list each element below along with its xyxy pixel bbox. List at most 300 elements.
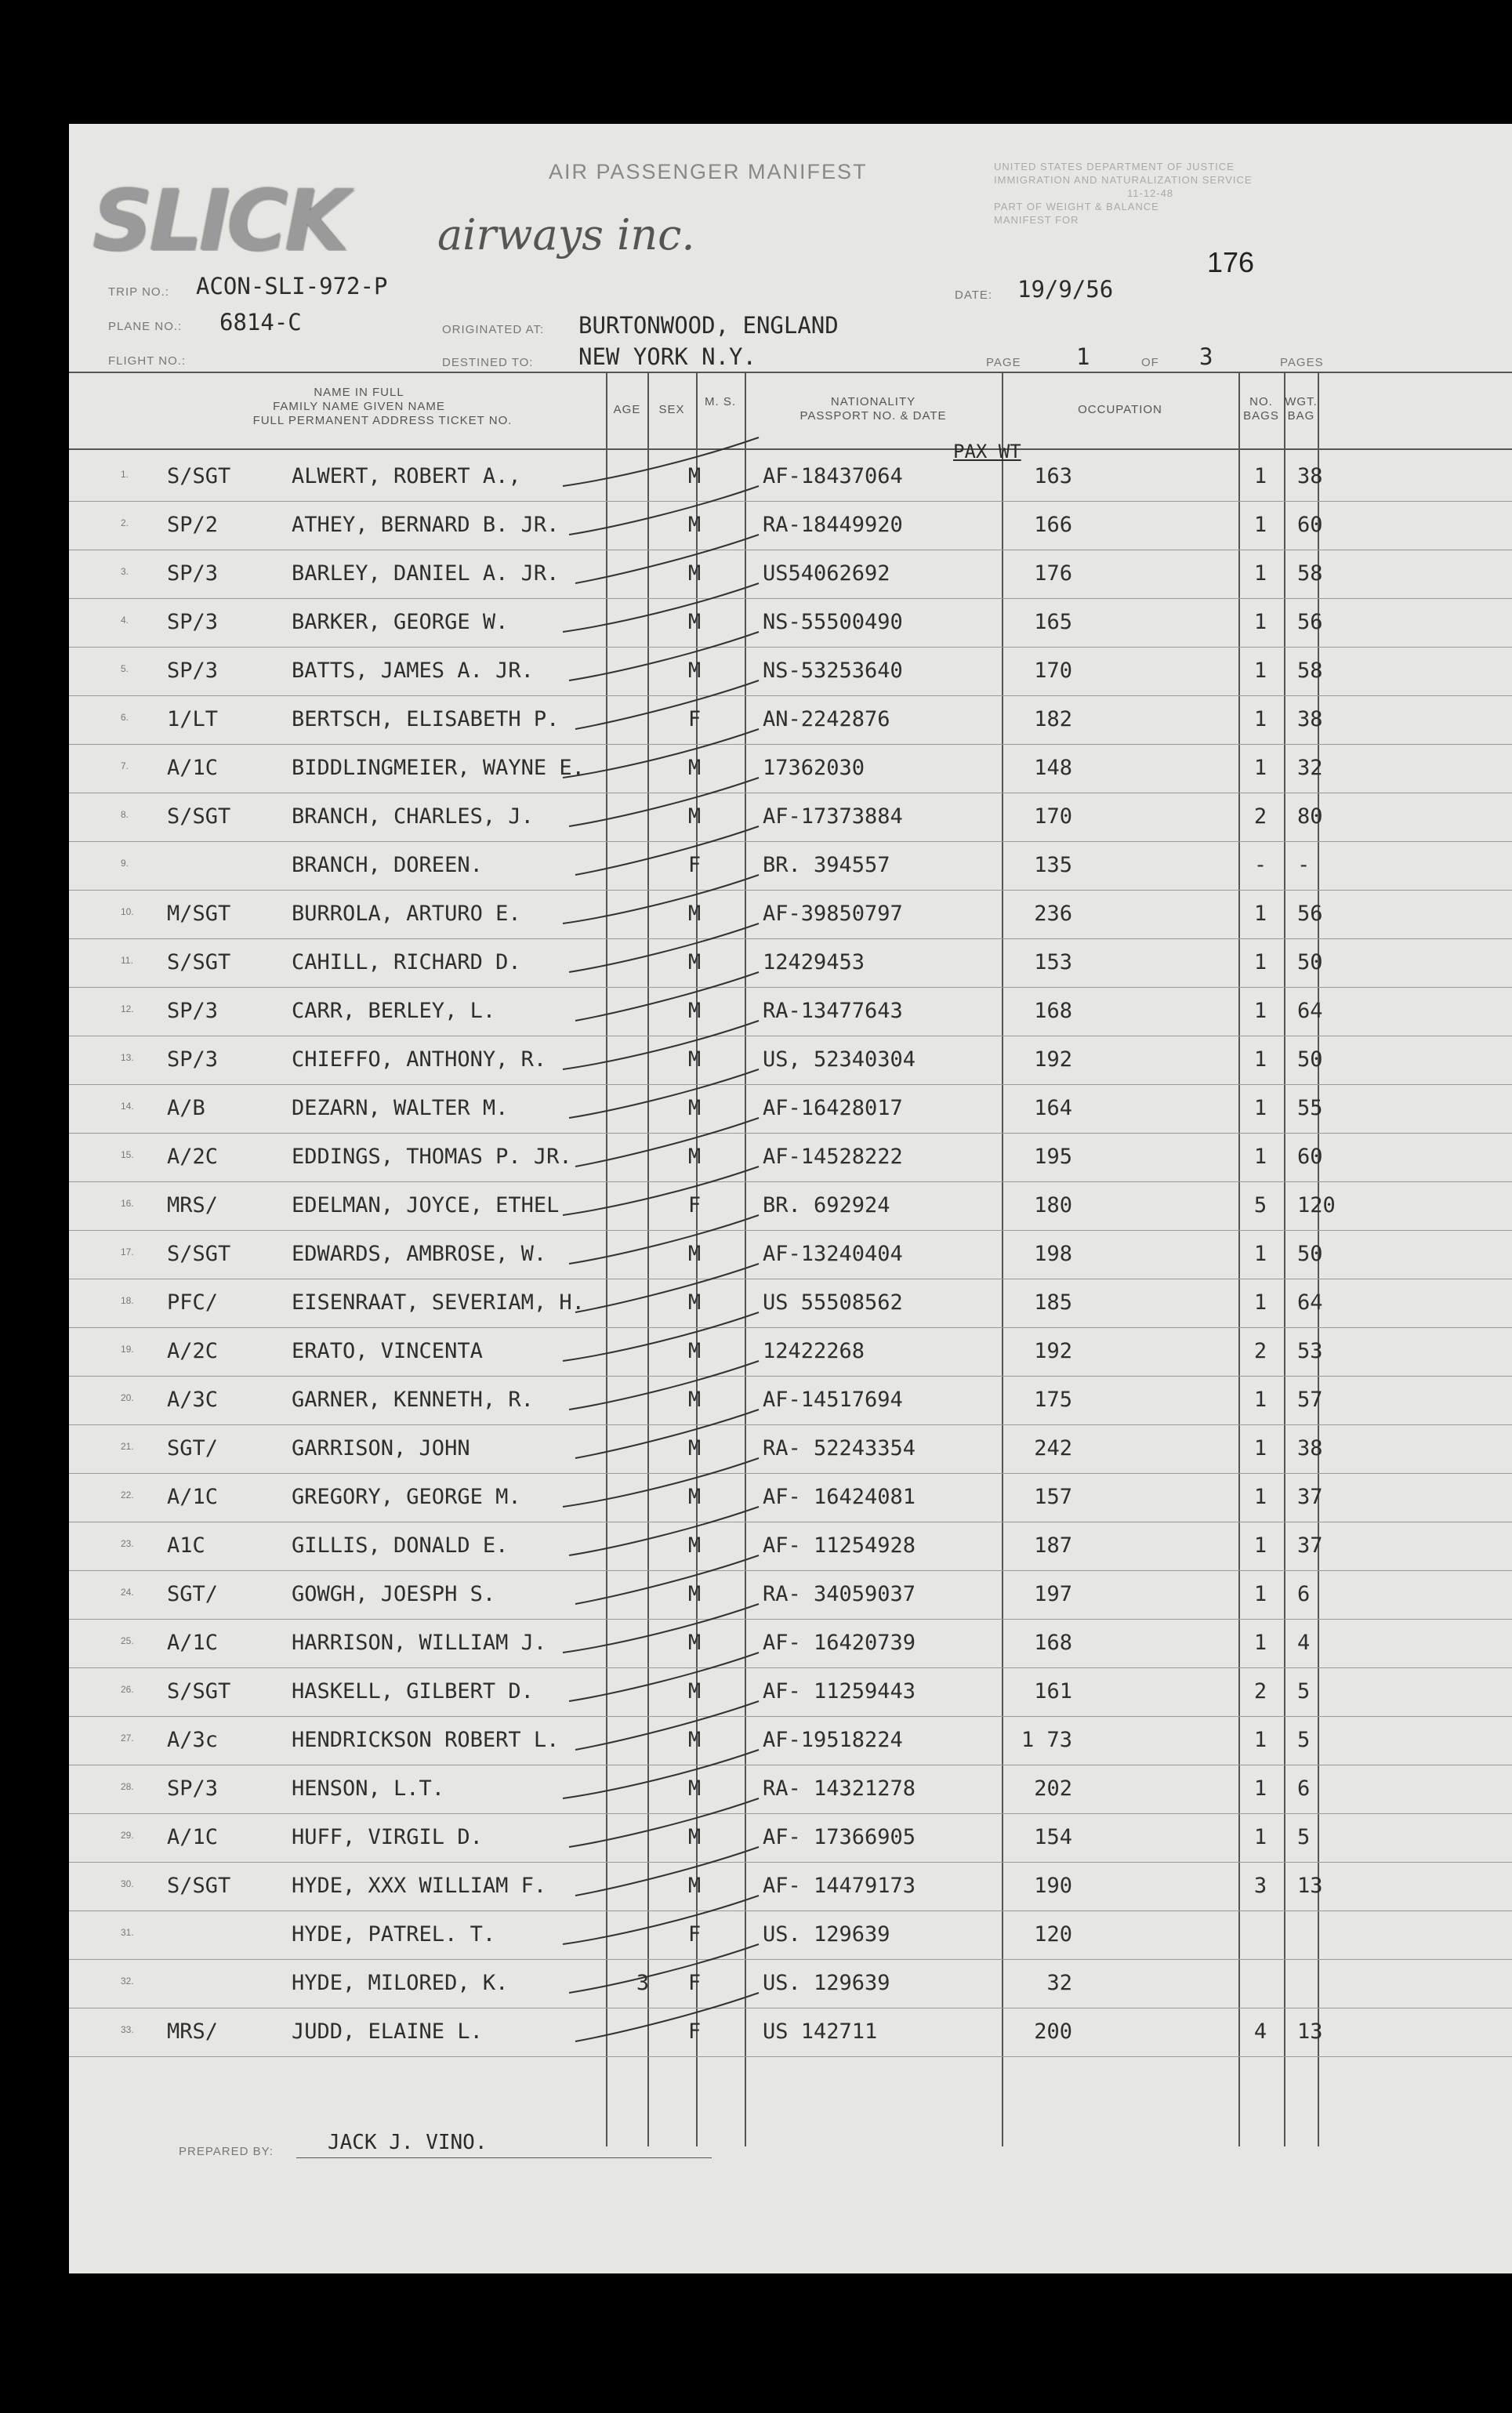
sex: M xyxy=(687,561,702,586)
rank: SGT/ xyxy=(167,1582,219,1606)
passport-number: AF- 11254928 xyxy=(763,1533,916,1558)
bag-weight: 50 xyxy=(1297,1047,1323,1072)
age: 3 xyxy=(636,1971,650,1995)
bag-count: 1 xyxy=(1253,1096,1267,1120)
passenger-weight: 168 xyxy=(1034,999,1072,1023)
row-number: 13. xyxy=(121,1052,134,1063)
passenger-name: CAHILL, RICHARD D. xyxy=(292,950,521,974)
passenger-weight: 170 xyxy=(1034,659,1072,683)
of-label: OF xyxy=(1141,356,1159,369)
sex: M xyxy=(687,1582,702,1606)
passenger-weight: 187 xyxy=(1034,1533,1072,1558)
rank: MRS/ xyxy=(167,2019,219,2044)
bag-weight: 13 xyxy=(1297,2019,1323,2044)
row-number: 15. xyxy=(121,1149,134,1160)
rank: A/B xyxy=(167,1096,205,1120)
passenger-weight: 195 xyxy=(1034,1145,1072,1169)
passenger-name: GOWGH, JOESPH S. xyxy=(292,1582,496,1606)
passenger-weight: 170 xyxy=(1034,804,1072,829)
passenger-name: HYDE, XXX WILLIAM F. xyxy=(292,1874,547,1898)
rank: S/SGT xyxy=(167,804,231,829)
bag-weight: - xyxy=(1297,853,1311,877)
passenger-weight: 180 xyxy=(1034,1193,1072,1217)
sex: F xyxy=(687,2019,702,2044)
passport-number: AF-13240404 xyxy=(763,1242,903,1266)
bag-count: 3 xyxy=(1253,1874,1267,1898)
check-stroke xyxy=(575,1410,759,1458)
passport-number: US, 52340304 xyxy=(763,1047,916,1072)
passenger-name: DEZARN, WALTER M. xyxy=(292,1096,509,1120)
sex: M xyxy=(687,1388,702,1412)
passport-number: AF- 16420739 xyxy=(763,1631,916,1655)
originated-label: ORIGINATED AT: xyxy=(442,323,545,336)
trip-value: ACON-SLI-972-P xyxy=(196,273,388,299)
row-number: 1. xyxy=(121,469,129,480)
passenger-name: BRANCH, CHARLES, J. xyxy=(292,804,534,829)
bag-count: 1 xyxy=(1253,1047,1267,1072)
passenger-weight: 120 xyxy=(1034,1922,1072,1947)
check-stroke xyxy=(569,1798,759,1847)
bag-weight: 38 xyxy=(1297,1436,1323,1460)
passport-number: RA-13477643 xyxy=(763,999,903,1023)
rank: SP/3 xyxy=(167,1047,219,1072)
rank: A/3c xyxy=(167,1728,219,1752)
row-number: 17. xyxy=(121,1246,134,1257)
row-number: 4. xyxy=(121,615,129,626)
passport-number: RA- 52243354 xyxy=(763,1436,916,1460)
sex: M xyxy=(687,513,702,537)
passenger-name: GARNER, KENNETH, R. xyxy=(292,1388,534,1412)
row-number: 21. xyxy=(121,1441,134,1452)
check-stroke xyxy=(575,1555,759,1604)
passenger-weight: 148 xyxy=(1034,756,1072,780)
bag-weight: 5 xyxy=(1297,1825,1311,1849)
bag-count: 1 xyxy=(1253,610,1267,634)
bag-count: 1 xyxy=(1253,1582,1267,1606)
bag-weight: 53 xyxy=(1297,1339,1323,1363)
check-stroke xyxy=(569,1944,759,1993)
airline-script: airways inc. xyxy=(437,210,695,259)
row-number: 25. xyxy=(121,1635,134,1646)
sex: M xyxy=(687,902,702,926)
passport-number: AF-14517694 xyxy=(763,1388,903,1412)
page-value: 1 xyxy=(1076,343,1090,370)
of-value: 3 xyxy=(1199,343,1213,370)
sex: F xyxy=(687,1922,702,1947)
bag-weight: 80 xyxy=(1297,804,1323,829)
rank: SP/2 xyxy=(167,513,219,537)
rank: SP/3 xyxy=(167,999,219,1023)
row-number: 22. xyxy=(121,1490,134,1500)
row-number: 18. xyxy=(121,1295,134,1306)
bag-count: 1 xyxy=(1253,1388,1267,1412)
check-stroke xyxy=(569,778,759,826)
gov-block: UNITED STATES DEPARTMENT OF JUSTICE IMMIGRATION AND NATURALIZATION SERVICE 11-12-48 PART OF WEIGHT & BALANCE MANIFEST FOR xyxy=(994,161,1253,226)
bag-count: 1 xyxy=(1253,1533,1267,1558)
rank: SP/3 xyxy=(167,1776,219,1801)
check-stroke xyxy=(563,1750,759,1798)
rank: MRS/ xyxy=(167,1193,219,1217)
passport-number: AF- 16424081 xyxy=(763,1485,916,1509)
check-stroke xyxy=(575,1118,759,1167)
pages-label: PAGES xyxy=(1280,356,1324,369)
bag-weight: 13 xyxy=(1297,1874,1323,1898)
trip-label: TRIP NO.: xyxy=(108,285,169,299)
bag-weight: 6 xyxy=(1297,1776,1311,1801)
passenger-weight: 164 xyxy=(1034,1096,1072,1120)
check-stroke xyxy=(575,972,759,1021)
check-stroke xyxy=(563,875,759,923)
destined-value: NEW YORK N.Y. xyxy=(578,343,756,370)
check-stroke xyxy=(575,535,759,583)
bag-count: 1 xyxy=(1253,513,1267,537)
passenger-weight: 198 xyxy=(1034,1242,1072,1266)
passport-number: US54062692 xyxy=(763,561,890,586)
passport-number: US 55508562 xyxy=(763,1290,903,1315)
passenger-name: ATHEY, BERNARD B. JR. xyxy=(292,513,560,537)
passenger-weight: 242 xyxy=(1034,1436,1072,1460)
sex: M xyxy=(687,1728,702,1752)
check-stroke xyxy=(563,1021,759,1069)
passenger-weight: 182 xyxy=(1034,707,1072,731)
passport-number: US. 129639 xyxy=(763,1922,890,1947)
check-stroke xyxy=(569,1069,759,1118)
row-number: 32. xyxy=(121,1976,134,1987)
bag-count: 1 xyxy=(1253,1728,1267,1752)
bag-weight: 60 xyxy=(1297,1145,1323,1169)
check-stroke xyxy=(569,923,759,972)
bag-weight: 60 xyxy=(1297,513,1323,537)
passport-number: RA-18449920 xyxy=(763,513,903,537)
passenger-name: CHIEFFO, ANTHONY, R. xyxy=(292,1047,547,1072)
passenger-weight: 157 xyxy=(1034,1485,1072,1509)
form-title: AIR PASSENGER MANIFEST xyxy=(549,160,868,183)
bag-count: 2 xyxy=(1253,804,1267,829)
rank: S/SGT xyxy=(167,950,231,974)
passenger-weight: 166 xyxy=(1034,513,1072,537)
bag-weight: 56 xyxy=(1297,610,1323,634)
bag-weight: 37 xyxy=(1297,1533,1323,1558)
row-number: 14. xyxy=(121,1101,134,1112)
passport-number: RA- 34059037 xyxy=(763,1582,916,1606)
passenger-weight: 154 xyxy=(1034,1825,1072,1849)
bag-count: 1 xyxy=(1253,464,1267,488)
row-number: 8. xyxy=(121,809,129,820)
passenger-name: EDWARDS, AMBROSE, W. xyxy=(292,1242,547,1266)
passenger-weight: 176 xyxy=(1034,561,1072,586)
check-stroke xyxy=(563,1896,759,1944)
bag-count: 1 xyxy=(1253,999,1267,1023)
passenger-name: ERATO, VINCENTA xyxy=(292,1339,483,1363)
passenger-name: HASKELL, GILBERT D. xyxy=(292,1679,534,1704)
passenger-weight: 202 xyxy=(1034,1776,1072,1801)
rank: A/1C xyxy=(167,1485,219,1509)
sex: M xyxy=(687,1776,702,1801)
passenger-name: BERTSCH, ELISABETH P. xyxy=(292,707,560,731)
rank: S/SGT xyxy=(167,1242,231,1266)
passenger-weight: 192 xyxy=(1034,1047,1072,1072)
rank: PFC/ xyxy=(167,1290,219,1315)
check-stroke xyxy=(569,1215,759,1264)
bag-count: 1 xyxy=(1253,1776,1267,1801)
check-stroke xyxy=(575,1993,759,2041)
passenger-name: ALWERT, ROBERT A., xyxy=(292,464,521,488)
check-stroke xyxy=(569,1361,759,1410)
bag-weight: 120 xyxy=(1297,1193,1336,1217)
passenger-name: BARKER, GEORGE W. xyxy=(292,610,509,634)
bag-count: 5 xyxy=(1253,1193,1267,1217)
sex: M xyxy=(687,1533,702,1558)
passenger-name: BURROLA, ARTURO E. xyxy=(292,902,521,926)
stamp-number: 176 xyxy=(1207,246,1255,278)
bag-count: 1 xyxy=(1253,1825,1267,1849)
bag-weight: 56 xyxy=(1297,902,1323,926)
passenger-name: GREGORY, GEORGE M. xyxy=(292,1485,521,1509)
row-number: 10. xyxy=(121,906,134,917)
sex: M xyxy=(687,804,702,829)
passport-number: RA- 14321278 xyxy=(763,1776,916,1801)
bag-count: 1 xyxy=(1253,659,1267,683)
passport-number: BR. 692924 xyxy=(763,1193,890,1217)
passenger-name: HENDRICKSON ROBERT L. xyxy=(292,1728,560,1752)
passenger-name: HUFF, VIRGIL D. xyxy=(292,1825,483,1849)
handwritten-check-marks xyxy=(69,124,1512,2273)
bag-count: 4 xyxy=(1253,2019,1267,2044)
bag-weight: 4 xyxy=(1297,1631,1311,1655)
rank: A/2C xyxy=(167,1339,219,1363)
passenger-name: EISENRAAT, SEVERIAM, H. xyxy=(292,1290,585,1315)
row-number: 5. xyxy=(121,663,129,674)
passenger-weight: 185 xyxy=(1034,1290,1072,1315)
sex: M xyxy=(687,1339,702,1363)
sex: M xyxy=(687,1825,702,1849)
passport-number: AF- 17366905 xyxy=(763,1825,916,1849)
airline-logo: SLICK xyxy=(92,172,346,269)
bag-count: 1 xyxy=(1253,1436,1267,1460)
check-stroke xyxy=(563,729,759,778)
passport-number: AF- 11259443 xyxy=(763,1679,916,1704)
passenger-weight: 192 xyxy=(1034,1339,1072,1363)
passenger-weight: 168 xyxy=(1034,1631,1072,1655)
check-stroke xyxy=(575,680,759,729)
sex: M xyxy=(687,950,702,974)
passport-number: NS-55500490 xyxy=(763,610,903,634)
passenger-name: HARRISON, WILLIAM J. xyxy=(292,1631,547,1655)
bag-count: 1 xyxy=(1253,1485,1267,1509)
bag-weight: 55 xyxy=(1297,1096,1323,1120)
date-label: DATE: xyxy=(955,288,993,302)
bag-weight: 57 xyxy=(1297,1388,1323,1412)
bag-weight-column-header: WGT. BAG xyxy=(1285,395,1318,423)
row-number: 33. xyxy=(121,2024,134,2035)
bag-weight: 50 xyxy=(1297,950,1323,974)
row-number: 16. xyxy=(121,1198,134,1209)
date-value: 19/9/56 xyxy=(1017,276,1114,303)
passenger-weight: 200 xyxy=(1034,2019,1072,2044)
bag-count: 1 xyxy=(1253,1631,1267,1655)
prepared-by-label: PREPARED BY: xyxy=(179,2145,274,2158)
sex: M xyxy=(687,1874,702,1898)
rank: A1C xyxy=(167,1533,205,1558)
passenger-name: HYDE, PATREL. T. xyxy=(292,1922,496,1947)
rank: SGT/ xyxy=(167,1436,219,1460)
passenger-weight: 32 xyxy=(1046,1971,1072,1995)
passenger-name: BATTS, JAMES A. JR. xyxy=(292,659,534,683)
row-number: 28. xyxy=(121,1781,134,1792)
passenger-weight: 236 xyxy=(1034,902,1072,926)
check-stroke xyxy=(569,632,759,680)
ms-column-header: M. S. xyxy=(704,395,736,408)
check-stroke xyxy=(563,1312,759,1361)
passport-number: BR. 394557 xyxy=(763,853,890,877)
passenger-weight: 190 xyxy=(1034,1874,1072,1898)
passenger-name: JUDD, ELAINE L. xyxy=(292,2019,483,2044)
bag-weight: 64 xyxy=(1297,1290,1323,1315)
sex: F xyxy=(687,1971,702,1995)
sex: M xyxy=(687,1096,702,1120)
row-number: 3. xyxy=(121,566,129,577)
passenger-name: HENSON, L.T. xyxy=(292,1776,445,1801)
passenger-weight: 163 xyxy=(1034,464,1072,488)
bag-count: 1 xyxy=(1253,561,1267,586)
row-number: 12. xyxy=(121,1003,134,1014)
sex: F xyxy=(687,707,702,731)
sex: M xyxy=(687,1047,702,1072)
passenger-name: EDELMAN, JOYCE, ETHEL xyxy=(292,1193,560,1217)
passport-number: NS-53253640 xyxy=(763,659,903,683)
rank: S/SGT xyxy=(167,464,231,488)
bag-count: 1 xyxy=(1253,1242,1267,1266)
row-number: 29. xyxy=(121,1830,134,1841)
row-number: 23. xyxy=(121,1538,134,1549)
bag-weight: 5 xyxy=(1297,1679,1311,1704)
sex: M xyxy=(687,1436,702,1460)
rank: A/2C xyxy=(167,1145,219,1169)
occupation-column-header: OCCUPATION xyxy=(1078,403,1162,416)
sex: M xyxy=(687,659,702,683)
passenger-name: EDDINGS, THOMAS P. JR. xyxy=(292,1145,572,1169)
rank: A/1C xyxy=(167,1631,219,1655)
plane-value: 6814-C xyxy=(219,309,302,336)
passenger-name: HYDE, MILORED, K. xyxy=(292,1971,509,1995)
passport-number: 12429453 xyxy=(763,950,865,974)
bag-weight: 50 xyxy=(1297,1242,1323,1266)
sex: M xyxy=(687,1679,702,1704)
sex: M xyxy=(687,1631,702,1655)
passport-number: AF-19518224 xyxy=(763,1728,903,1752)
passport-number: US 142711 xyxy=(763,2019,878,2044)
check-stroke xyxy=(563,1604,759,1653)
passenger-name: BIDDLINGMEIER, WAYNE E. xyxy=(292,756,585,780)
passenger-weight: 161 xyxy=(1034,1679,1072,1704)
row-number: 26. xyxy=(121,1684,134,1695)
check-stroke xyxy=(575,826,759,875)
passenger-name: GARRISON, JOHN xyxy=(292,1436,470,1460)
originated-value: BURTONWOOD, ENGLAND xyxy=(578,312,839,339)
bag-count: 2 xyxy=(1253,1679,1267,1704)
row-number: 30. xyxy=(121,1878,134,1889)
passenger-name: CARR, BERLEY, L. xyxy=(292,999,496,1023)
bags-column-header: NO. BAGS xyxy=(1243,395,1279,423)
rank: SP/3 xyxy=(167,610,219,634)
sex: M xyxy=(687,1485,702,1509)
passport-number: US. 129639 xyxy=(763,1971,890,1995)
bag-count: 1 xyxy=(1253,902,1267,926)
check-stroke xyxy=(575,1701,759,1750)
passenger-name: BRANCH, DOREEN. xyxy=(292,853,483,877)
passport-number: AF-18437064 xyxy=(763,464,903,488)
passenger-name: GILLIS, DONALD E. xyxy=(292,1533,509,1558)
page-label: PAGE xyxy=(986,356,1021,369)
bag-weight: 37 xyxy=(1297,1485,1323,1509)
passport-number: 12422268 xyxy=(763,1339,865,1363)
destined-label: DESTINED TO: xyxy=(442,356,534,369)
passport-number: AF- 14479173 xyxy=(763,1874,916,1898)
bag-count: 1 xyxy=(1253,950,1267,974)
passenger-weight: 1 73 xyxy=(1021,1728,1072,1752)
check-stroke xyxy=(563,437,759,486)
passenger-weight: 135 xyxy=(1034,853,1072,877)
bag-weight: 5 xyxy=(1297,1728,1311,1752)
bag-count: 2 xyxy=(1253,1339,1267,1363)
rank: M/SGT xyxy=(167,902,231,926)
rank: SP/3 xyxy=(167,561,219,586)
row-number: 9. xyxy=(121,858,129,869)
passport-number: AF-14528222 xyxy=(763,1145,903,1169)
rank: A/1C xyxy=(167,1825,219,1849)
name-column-header: NAME IN FULL FAMILY NAME GIVEN NAME FULL PERMANENT ADDRESS TICKET NO. xyxy=(252,386,513,427)
passenger-weight: 165 xyxy=(1034,610,1072,634)
check-stroke xyxy=(575,1847,759,1896)
check-stroke xyxy=(563,1458,759,1507)
passport-number: AF-39850797 xyxy=(763,902,903,926)
passenger-weight: 153 xyxy=(1034,950,1072,974)
flight-label: FLIGHT NO.: xyxy=(108,354,187,368)
manifest-sheet xyxy=(69,124,1512,2273)
rank: S/SGT xyxy=(167,1874,231,1898)
bag-count: - xyxy=(1253,853,1267,877)
sex: M xyxy=(687,1290,702,1315)
check-stroke xyxy=(569,1507,759,1555)
rank: A/1C xyxy=(167,756,219,780)
age-column-header: AGE xyxy=(613,403,641,416)
bag-weight: 38 xyxy=(1297,464,1323,488)
passport-number: AF-17373884 xyxy=(763,804,903,829)
rank: SP/3 xyxy=(167,659,219,683)
sex: F xyxy=(687,1193,702,1217)
bag-weight: 64 xyxy=(1297,999,1323,1023)
bag-count: 1 xyxy=(1253,756,1267,780)
nationality-column-header: NATIONALITY PASSPORT NO. & DATE xyxy=(800,395,947,423)
sex: M xyxy=(687,1242,702,1266)
row-number: 27. xyxy=(121,1733,134,1744)
passenger-weight: 197 xyxy=(1034,1582,1072,1606)
bag-weight: 6 xyxy=(1297,1582,1311,1606)
check-stroke xyxy=(575,1264,759,1312)
sex: M xyxy=(687,464,702,488)
check-stroke xyxy=(563,1167,759,1215)
plane-label: PLANE NO.: xyxy=(108,320,183,333)
row-number: 6. xyxy=(121,712,129,723)
check-stroke xyxy=(563,583,759,632)
row-number: 11. xyxy=(121,955,133,966)
bag-weight: 38 xyxy=(1297,707,1323,731)
bag-count: 1 xyxy=(1253,707,1267,731)
row-number: 2. xyxy=(121,517,129,528)
row-number: 31. xyxy=(121,1927,134,1938)
sex: M xyxy=(687,610,702,634)
bag-count: 1 xyxy=(1253,1290,1267,1315)
